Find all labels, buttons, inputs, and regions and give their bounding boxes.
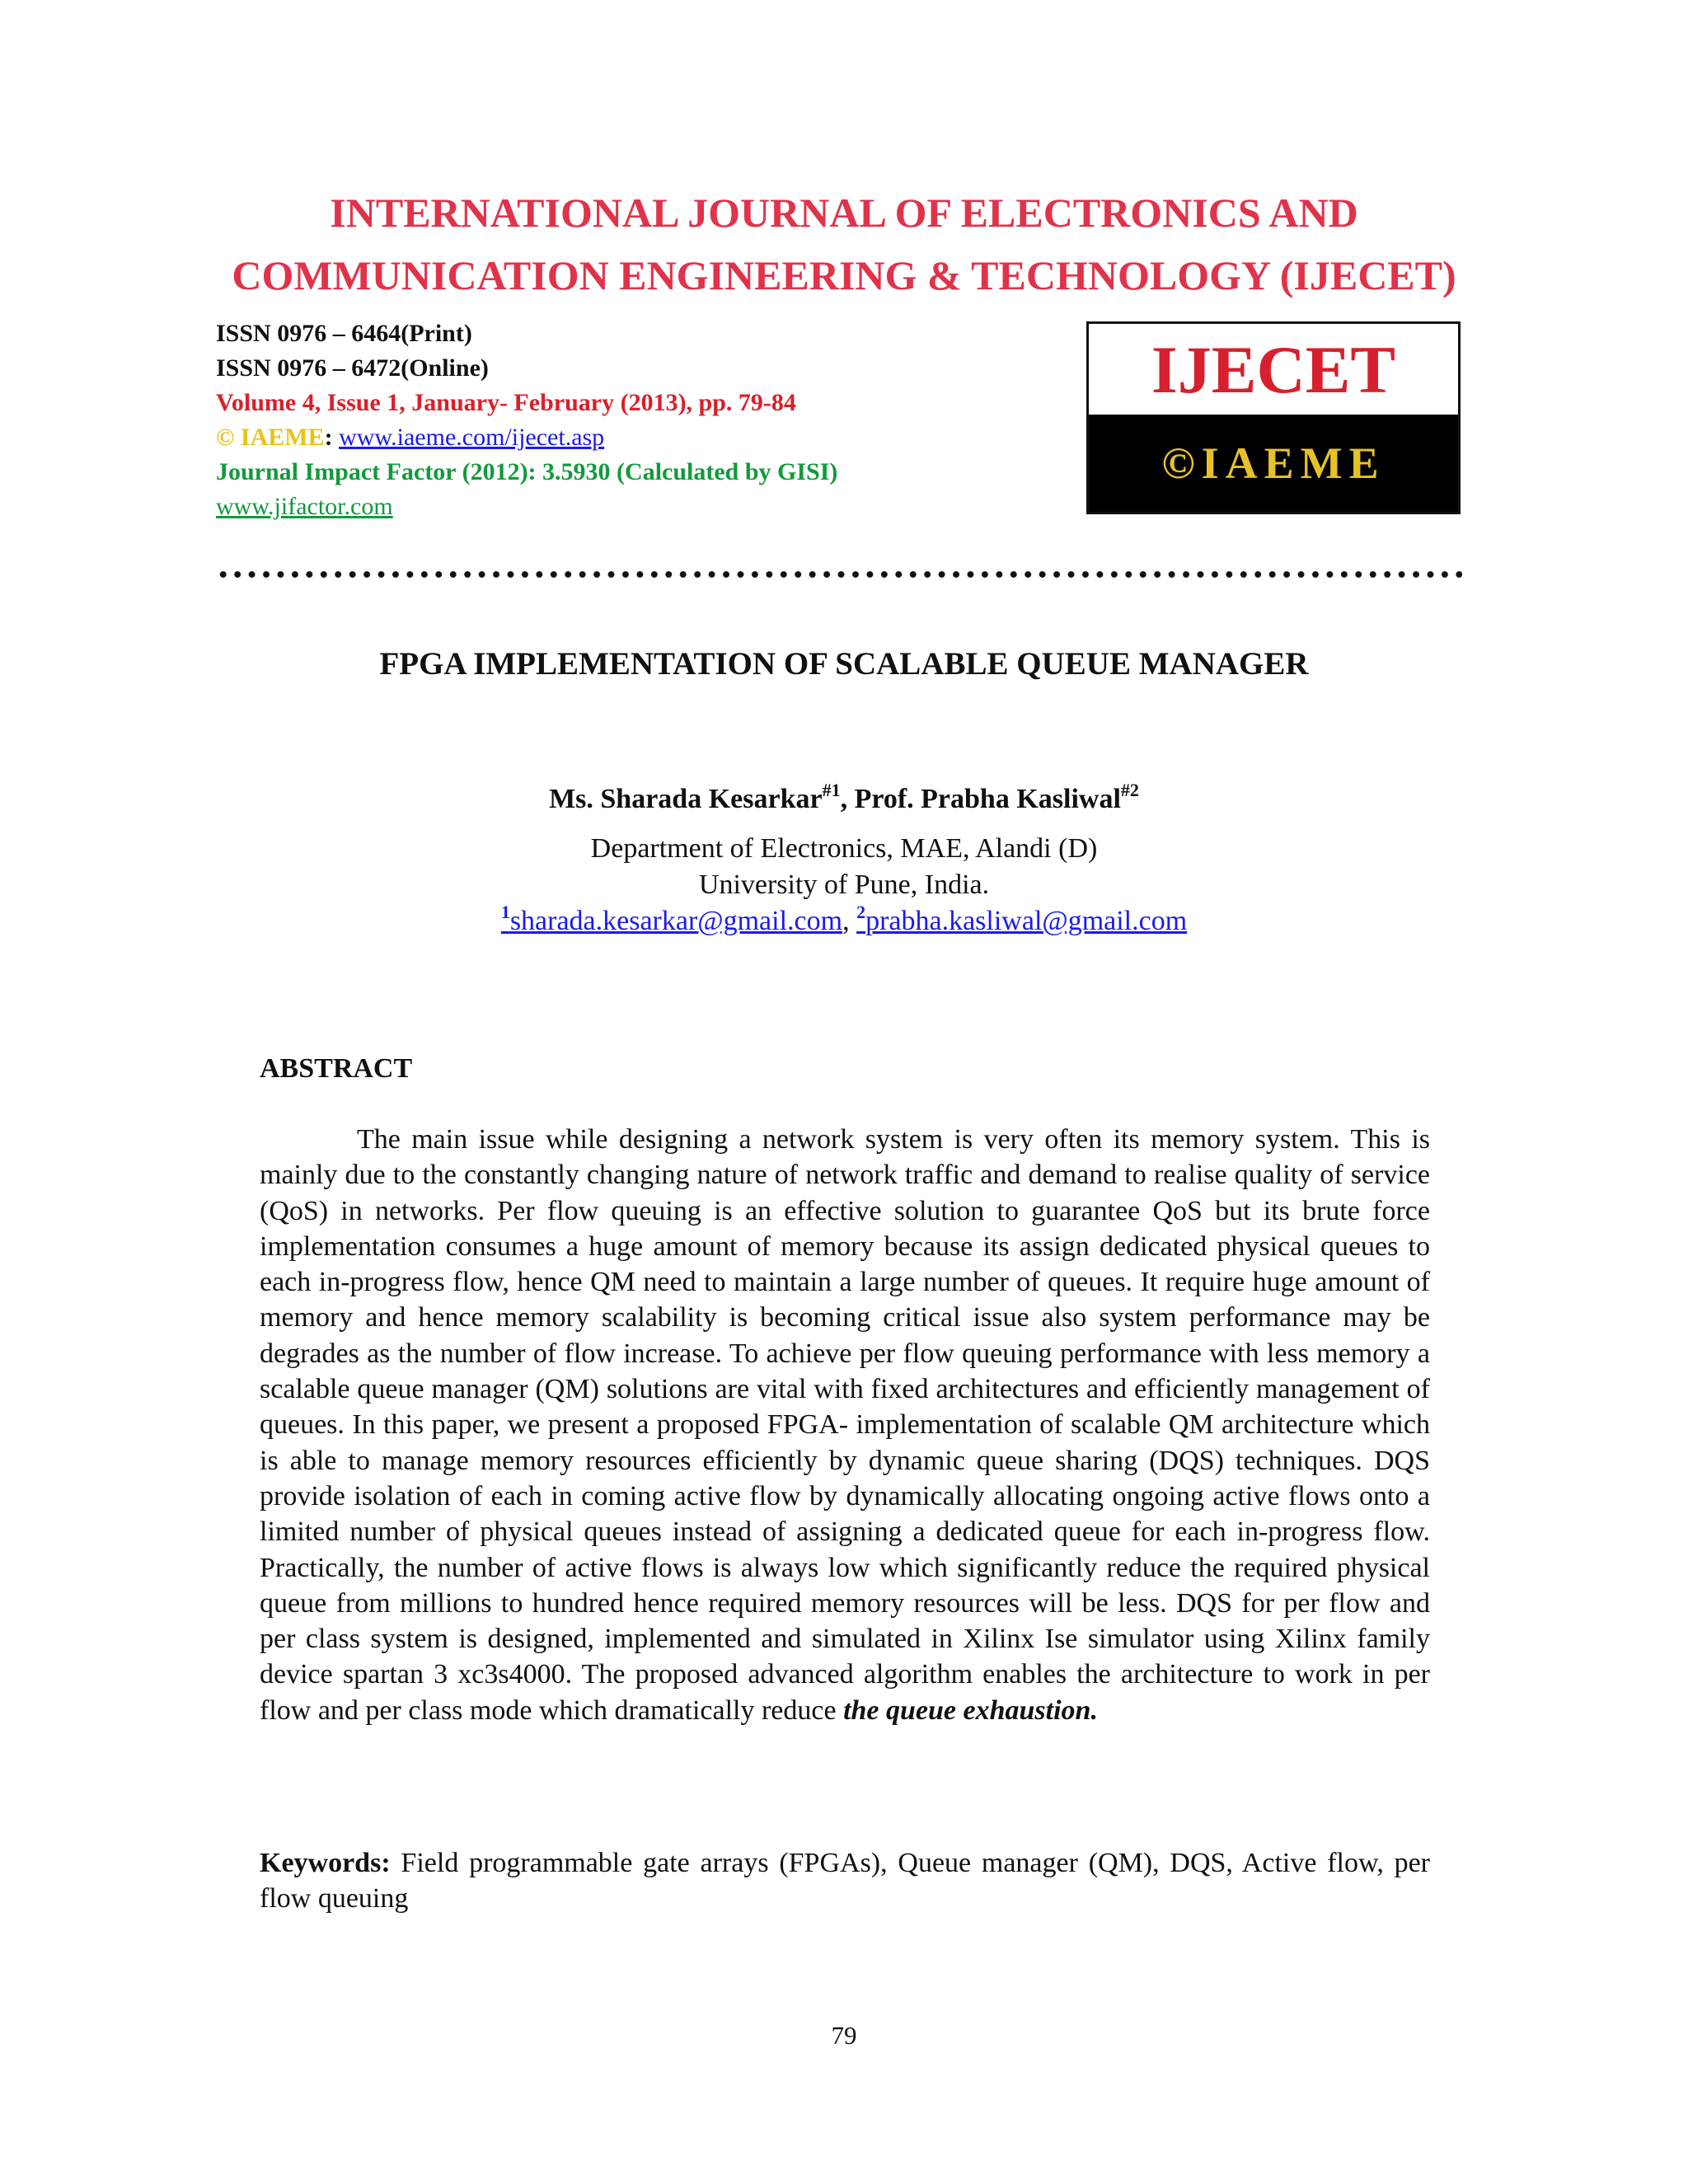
- journal-title-line-1: INTERNATIONAL JOURNAL OF ELECTRONICS AND: [330, 190, 1358, 236]
- abstract-body: [260, 1122, 1430, 1728]
- keywords-label: Keywords:: [260, 1848, 391, 1878]
- author-1-mark: #1: [822, 780, 841, 800]
- issn-print: ISSN 0976 – 6464(Print): [216, 320, 472, 347]
- logo-copyright: ©IAEME: [1089, 415, 1458, 512]
- email-1-mark: 1: [500, 902, 510, 922]
- email-1-link[interactable]: [500, 902, 843, 936]
- affiliation-department: Department of Electronics, MAE, Alandi (D): [590, 833, 1098, 864]
- author-separator: ,: [840, 784, 855, 814]
- ijecet-logo: [1086, 321, 1461, 514]
- copyright-separator: :: [324, 424, 340, 451]
- author-emails: [0, 903, 1688, 940]
- volume-info: Volume 4, Issue 1, January- February (2013), pp. 79-84: [216, 389, 796, 416]
- impact-factor: Journal Impact Factor (2012): 3.5930 (Calculated by GISI): [216, 458, 838, 485]
- email-2-link[interactable]: [856, 902, 1188, 936]
- abstract-heading: ABSTRACT: [260, 1053, 413, 1084]
- journal-website-link[interactable]: www.iaeme.com/ijecet.asp: [339, 424, 605, 451]
- logo-title: IJECET: [1089, 324, 1458, 415]
- dotted-divider: [216, 569, 1462, 580]
- journal-title: [0, 181, 1688, 307]
- authors: [0, 779, 1688, 820]
- affiliation-university: University of Pune, India.: [698, 869, 990, 900]
- author-2-mark: #2: [1120, 780, 1139, 800]
- author-2: Prof. Prabha Kasliwal: [854, 784, 1121, 814]
- journal-info-block: [216, 316, 837, 524]
- email-2-mark: 2: [856, 902, 866, 922]
- paper-title: FPGA IMPLEMENTATION OF SCALABLE QUEUE MANAGER: [379, 646, 1309, 682]
- email-2-text: prabha.kasliwal@gmail.com: [865, 906, 1188, 936]
- copyright-line: [216, 420, 837, 455]
- email-separator: ,: [842, 906, 857, 936]
- abstract-text: The main issue while designing a network system is very often its memory system. This is mainly due to the constantly changing nature of network traffic and demand to realise quality of service (QoS) in networks. Per flow queuing is an effective solution to guarantee QoS but its brute force implementation consumes a huge amount of memory because its assign dedicated physical queues to each in-progress flow, hence QM need to maintain a large number of queues. It require huge amount of memory and hence memory scalability is becoming critical issue also system performance may be degrades as the number of flow increase. To achieve per flow queuing performance with less memory a scalable queue manager (QM) solutions are vital with fixed architectures and efficiently management of queues. In this paper, we present a proposed FPGA- implementation of scalable QM architecture which is able to manage memory resources efficiently by dynamic queue sharing (DQS) techniques. DQS provide isolation of each in coming active flow by dynamically allocating ongoing active flows onto a limited number of physical queues instead of assigning a dedicated queue for each in-progress flow. Practically, the number of active flows is always low which significantly reduce the required physical queue from millions to hundred hence required memory resources will be less. DQS for per flow and per class system is designed, implemented and simulated in Xilinx Ise simulator using Xilinx family device spartan 3 xc3s4000. The proposed advanced algorithm enables the architecture to work in per flow and per class mode which dramatically reduce: [260, 1124, 1430, 1726]
- copyright-label: © IAEME: [216, 424, 325, 451]
- affiliation: [0, 831, 1688, 940]
- jif-link[interactable]: www.jifactor.com: [216, 493, 393, 520]
- author-1: Ms. Sharada Kesarkar: [549, 784, 823, 814]
- page-number: 79: [831, 2021, 857, 2050]
- keywords: [260, 1845, 1430, 1917]
- issn-online: ISSN 0976 – 6472(Online): [216, 354, 489, 382]
- keywords-text: Field programmable gate arrays (FPGAs), Queue manager (QM), DQS, Active flow, per flow queuing: [260, 1848, 1430, 1915]
- abstract-emphasis: the queue exhaustion.: [843, 1694, 1098, 1726]
- email-1-text: sharada.kesarkar@gmail.com: [509, 906, 843, 936]
- journal-title-line-2: COMMUNICATION ENGINEERING & TECHNOLOGY (IJECET): [232, 252, 1456, 298]
